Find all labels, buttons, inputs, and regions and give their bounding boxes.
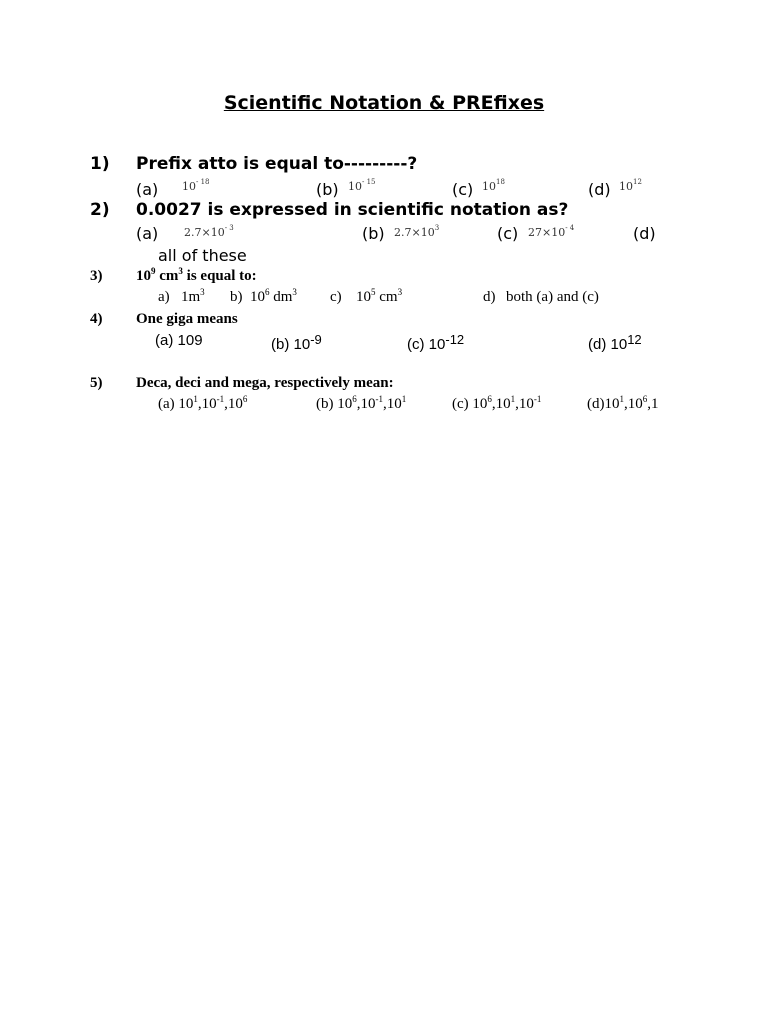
question-text: Prefix atto is equal to---------? <box>136 154 418 174</box>
question-number: 2) <box>90 200 110 220</box>
option-value: $(d)10^1,10^6,1$ <box>587 394 659 412</box>
question-number: 1) <box>90 154 110 174</box>
question-text: Deca, deci and mega, respectively mean: <box>136 375 394 391</box>
option-label: (b) <box>316 180 339 199</box>
question-number: 4) <box>90 311 103 327</box>
option-value: $2.7\times 10^3$ <box>394 224 440 239</box>
option-value: $10^{18}$ <box>482 178 505 193</box>
option-value: (c) $10^6,10^1,10^{-1}$ <box>452 394 542 412</box>
option-label: (c) <box>497 224 519 243</box>
option-value: $2.7\times 10^{- 3}$ <box>184 224 234 239</box>
option-value: (b) $10^6,10^{-1},10^1$ <box>316 394 407 412</box>
option-label: a) <box>158 289 170 305</box>
option-value: $10^{12}$ <box>619 178 642 193</box>
option-label: (d) <box>633 224 656 243</box>
option-label: (c) <box>452 180 474 199</box>
option-label: (b) <box>362 224 385 243</box>
option-label: c) <box>330 289 342 305</box>
question-number: 3) <box>90 268 103 284</box>
option-value: both (a) and (c) <box>506 289 599 305</box>
option-value: $1m^3$ <box>181 287 205 305</box>
option-value: (a) $10^1,10^{-1},10^6$ <box>158 394 248 412</box>
option-label: (d) <box>588 180 611 199</box>
page-title: Scientific Notation & PREfixes <box>223 92 545 114</box>
question-text: 0.0027 is expressed in scientific notation as? <box>136 200 569 220</box>
option-value: all of these <box>158 246 247 265</box>
option-value: (b) $10^{-9}$ <box>271 332 322 353</box>
option-value: $10^5$ $cm^3$ <box>356 287 403 305</box>
question-text: $10^9$ $cm^3$ is equal to: <box>136 266 257 284</box>
option-label: (a) <box>136 224 159 243</box>
option-value: (d) $10^{12}$ <box>588 332 642 353</box>
option-value: $10^{- 18}$ <box>182 178 210 193</box>
option-value: $27\times 10^{- 4}$ <box>528 224 575 239</box>
option-label: (a) <box>136 180 159 199</box>
question-number: 5) <box>90 375 103 391</box>
option-value: $10^{- 15}$ <box>348 178 376 193</box>
option-label: d) <box>483 289 496 305</box>
option-label: b) <box>230 289 243 305</box>
question-text: One giga means <box>136 311 238 327</box>
option-value: $10^6$ $dm^3$ <box>250 287 297 305</box>
option-value: (a) 109 <box>155 332 203 349</box>
option-value: (c) $10^{-12}$ <box>407 332 465 353</box>
